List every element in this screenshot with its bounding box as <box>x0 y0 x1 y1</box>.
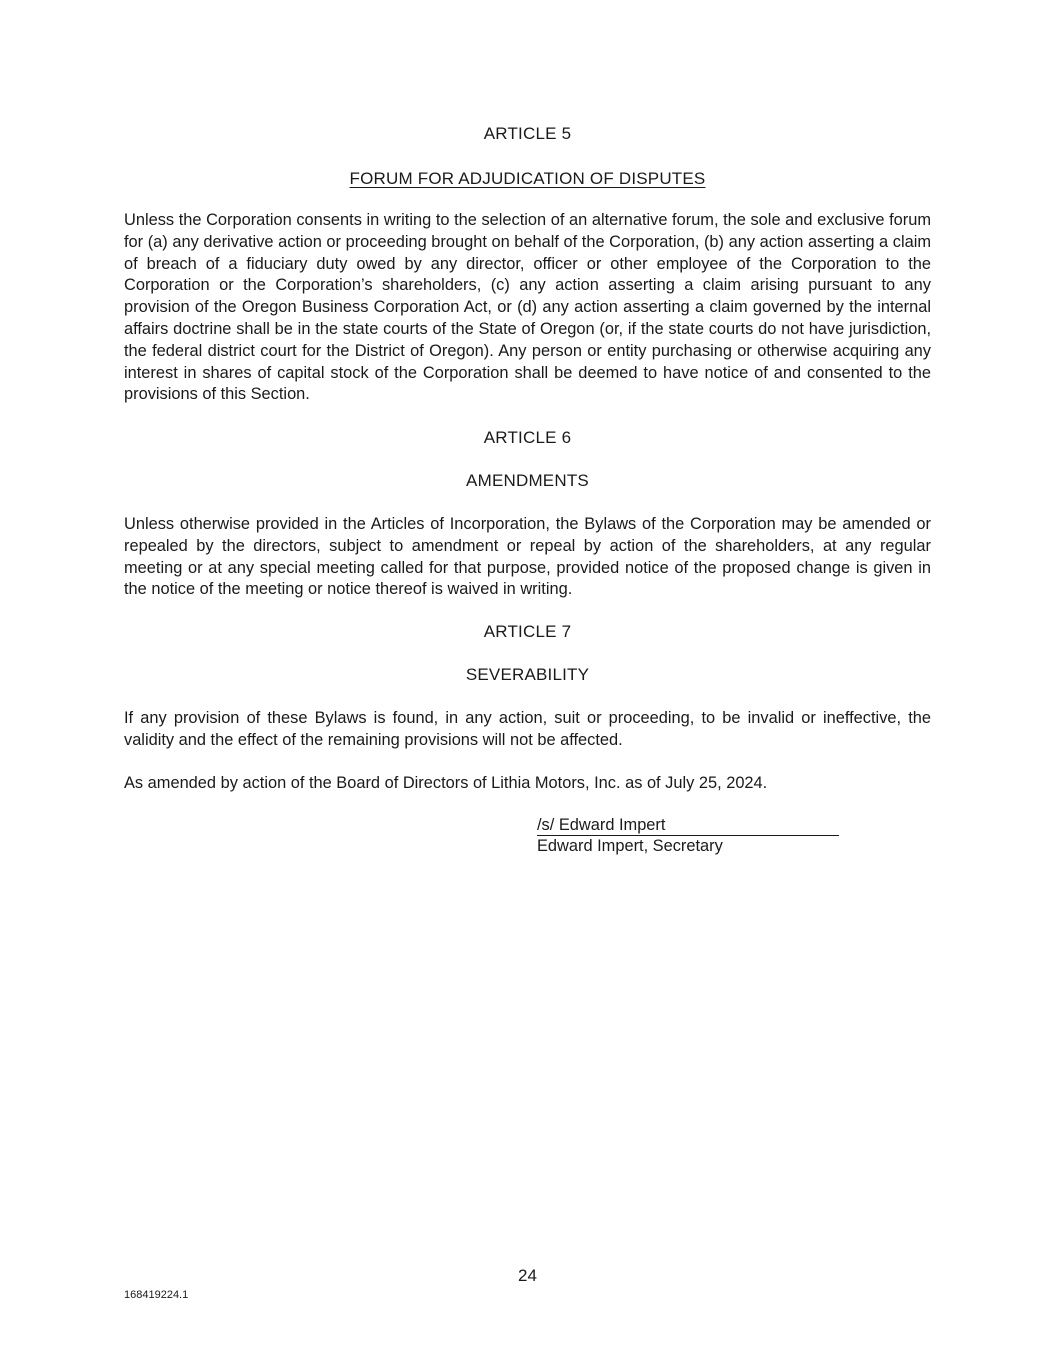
document-id: 168419224.1 <box>124 1289 189 1301</box>
article-7-title: SEVERABILITY <box>465 665 590 684</box>
signatory-name-title: Edward Impert, Secretary <box>537 837 723 855</box>
article-7-body: If any provision of these Bylaws is found, in any action, suit or proceeding, to be invalid or ineffective, the validity and the effect of the remaining provisions will not be affected. <box>124 709 931 749</box>
article-6-body: Unless otherwise provided in the Articles of Incorporation, the Bylaws of the Corporation may be amended or repealed by the directors, subject to amendment or repeal by action of the shareholders, at any regular meeting or at any special meeting called for that purpose, provided notice of the proposed change is given in the notice of the meeting or notice thereof is waived in writing. <box>124 515 931 599</box>
article-7-heading: ARTICLE 7 <box>483 622 572 641</box>
signature-line: /s/ Edward Impert <box>537 815 839 836</box>
article-5-title-text: FORUM FOR ADJUDICATION OF DISPUTES <box>349 169 706 188</box>
article-6-title: AMENDMENTS <box>466 471 589 490</box>
page-number: 24 <box>518 1266 537 1285</box>
article-6-heading: ARTICLE 6 <box>483 428 572 447</box>
article-5-title <box>0 169 1055 189</box>
article-5-body: Unless the Corporation consents in writing to the selection of an alternative forum, the sole and exclusive forum for (a) any derivative action or proceeding brought on behalf of the Corporation, (b) any action asserting a claim of breach of a fiduciary duty owed by any director, officer or other employee of the Corporation to the Corporation or the Corporation’s shareholders, (c) any action asserting a claim arising pursuant to any provision of the Oregon Business Corporation Act, or (d) any action asserting a claim governed by the internal affairs doctrine shall be in the state courts of the State of Oregon (or, if the state courts do not have jurisdiction, the federal district court for the District of Oregon). Any person or entity purchasing or otherwise acquiring any interest in shares of capital stock of the Corporation shall be deemed to have notice of and consented to the provisions of this Section. <box>124 211 931 404</box>
signature-block <box>537 815 839 858</box>
amendment-note: As amended by action of the Board of Directors of Lithia Motors, Inc. as of July 25, 2024. <box>124 774 768 792</box>
article-5-heading: ARTICLE 5 <box>483 124 572 143</box>
